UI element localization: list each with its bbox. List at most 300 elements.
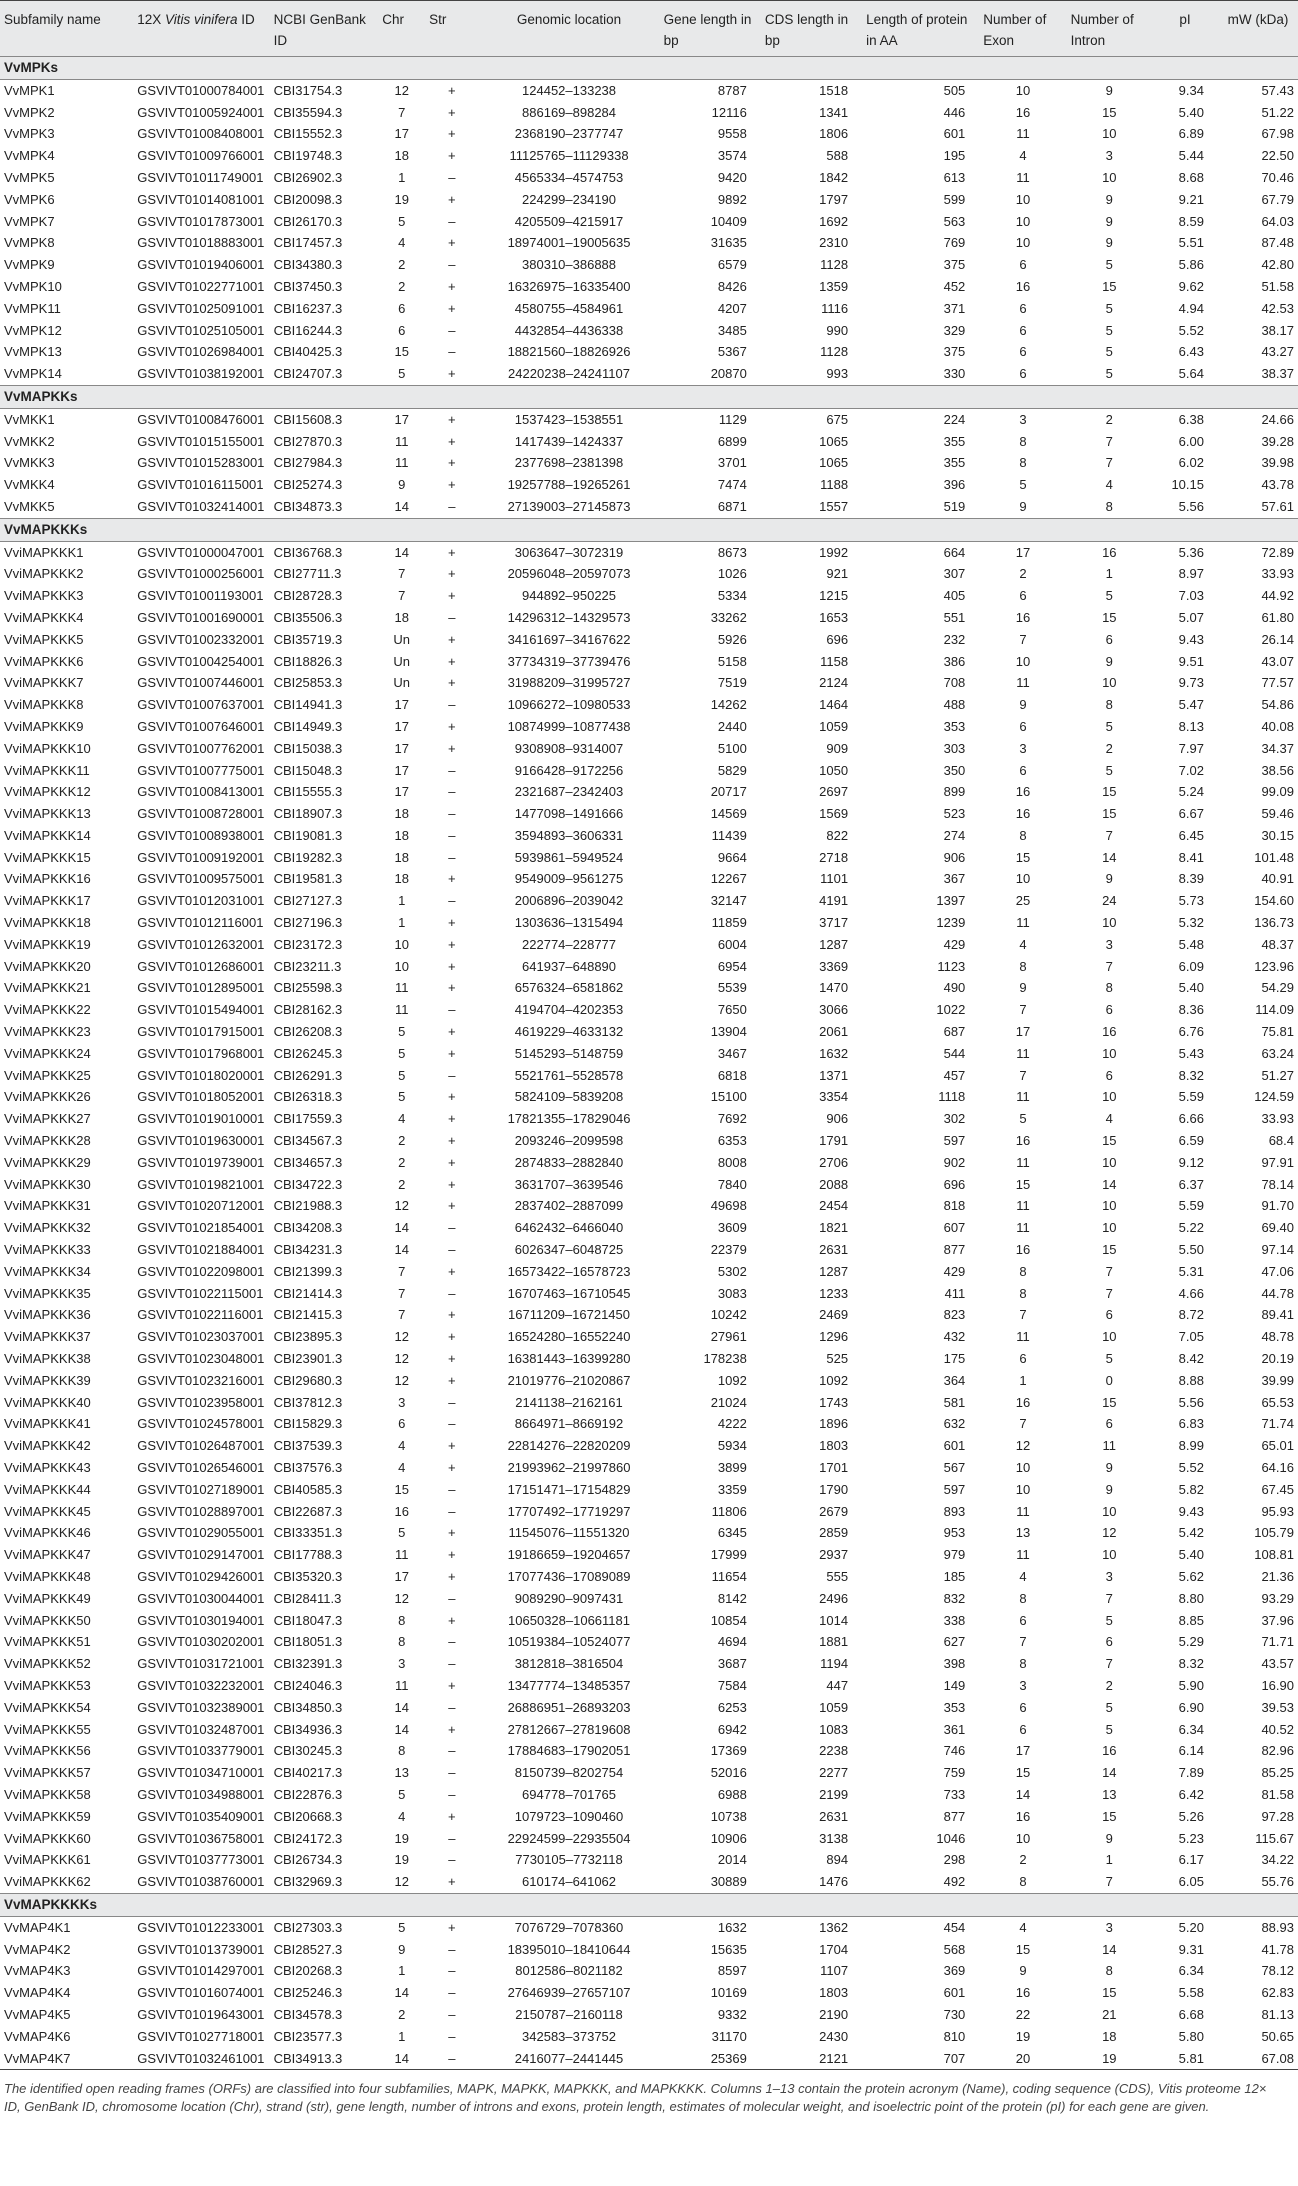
table-cell: CBI27196.3	[270, 912, 379, 934]
table-cell: 9.34	[1152, 79, 1218, 101]
table-cell: –	[448, 1765, 456, 1781]
table-cell: 822	[761, 825, 862, 847]
table-cell: 2496	[819, 1590, 849, 1606]
table-cell: 10966272–10980533	[478, 694, 659, 716]
table-cell: VvMKK3	[4, 455, 55, 471]
table-cell: +	[448, 980, 456, 996]
table-cell: 37734319–37739476	[478, 651, 659, 673]
table-cell: 3138	[761, 1828, 862, 1850]
table-cell: 7	[378, 1261, 425, 1283]
table-row	[0, 694, 1298, 716]
table-cell: +	[425, 1174, 478, 1196]
table-cell: 8.99	[1152, 1435, 1218, 1457]
table-cell: 5926	[717, 631, 747, 647]
table-cell: CBI23895.3	[273, 1329, 343, 1345]
table-cell: 10	[1015, 1460, 1031, 1475]
table-cell: 1059	[819, 718, 849, 734]
table-cell: 1046	[862, 1828, 979, 1850]
table-cell: 124452–133238	[478, 79, 659, 101]
table-cell: 5.48	[1178, 936, 1204, 952]
table-cell: –	[448, 498, 456, 514]
table-cell: 1129	[718, 411, 747, 427]
table-cell: CBI34208.3	[270, 1217, 379, 1239]
table-cell: +	[425, 298, 478, 320]
table-cell: GSVIVT01005924001	[137, 104, 265, 120]
table-cell: 4	[1105, 1111, 1113, 1127]
table-cell: 5.73	[1178, 893, 1204, 909]
table-cell: 14	[1102, 849, 1117, 865]
table-cell: GSVIVT01007637001	[133, 694, 269, 716]
subfamily-header-row	[0, 57, 1298, 80]
table-cell: +	[448, 455, 456, 471]
table-cell: 1470	[819, 980, 849, 996]
table-cell: 57.61	[1261, 498, 1294, 514]
table-cell: +	[425, 123, 478, 145]
table-cell: 8	[979, 1871, 1066, 1893]
table-cell: 9	[1067, 1828, 1152, 1850]
table-cell: 11859	[660, 912, 761, 934]
table-cell: 1296	[819, 1329, 849, 1345]
table-cell: 1797	[819, 191, 849, 207]
table-cell: GSVIVT01001193001	[137, 588, 264, 604]
table-cell: 1803	[761, 1435, 862, 1457]
table-cell: 14	[394, 1721, 409, 1737]
table-cell: 5.32	[1152, 912, 1218, 934]
table-cell: CBI27127.3	[273, 893, 343, 909]
table-cell: 14	[979, 1784, 1066, 1806]
table-cell: 19186659–19204657	[507, 1547, 631, 1563]
table-cell: 1743	[761, 1392, 862, 1414]
table-cell: 31635	[710, 235, 747, 251]
table-cell: 490	[943, 980, 966, 996]
table-cell: –	[425, 607, 478, 629]
table-cell: CBI15555.3	[270, 781, 379, 803]
table-cell: 7	[398, 588, 406, 604]
table-cell: 2631	[819, 1242, 849, 1258]
table-cell: 696	[826, 631, 849, 647]
table-cell: 123.96	[1218, 956, 1298, 978]
table-cell: 9	[1067, 211, 1152, 233]
table-cell: 369	[862, 1960, 979, 1982]
table-row	[0, 276, 1298, 298]
table-cell: –	[448, 1067, 456, 1083]
table-cell: 1101	[761, 868, 862, 890]
table-cell: –	[425, 1828, 478, 1850]
table-cell: 1083	[819, 1721, 849, 1737]
table-cell: 43.57	[1218, 1653, 1298, 1675]
table-cell: 5	[398, 366, 406, 382]
table-row	[0, 232, 1298, 254]
table-cell: 6.43	[1152, 341, 1218, 363]
table-cell: CBI37450.3	[273, 278, 343, 294]
table-cell: 85.25	[1261, 1765, 1294, 1781]
table-cell: +	[448, 1547, 456, 1563]
table-cell: 88.93	[1218, 1916, 1298, 1938]
table-cell: 21993962–21997860	[507, 1460, 631, 1475]
table-cell: 8	[979, 1261, 1066, 1283]
table-cell: 1215	[819, 588, 849, 604]
table-cell: 4	[378, 1435, 425, 1457]
table-cell: 9.62	[1178, 278, 1204, 294]
col-header: Genomic location	[478, 1, 659, 57]
table-cell: 115.67	[1218, 1828, 1298, 1850]
table-cell: 8008	[717, 1154, 747, 1170]
table-row	[0, 452, 1298, 474]
table-cell: CBI36768.3	[273, 544, 343, 560]
table-cell: 10.15	[1152, 474, 1218, 496]
table-row	[0, 934, 1298, 956]
table-cell: 6	[979, 341, 1066, 363]
table-cell: VviMAPKKK16	[0, 868, 133, 890]
table-cell: 1194	[761, 1653, 862, 1675]
table-cell: 3467	[660, 1043, 761, 1065]
table-cell: GSVIVT01017915001	[137, 1024, 265, 1040]
table-cell: 641937–648890	[478, 956, 659, 978]
table-cell: CBI32391.3	[270, 1653, 379, 1675]
table-cell: 1806	[761, 123, 862, 145]
table-cell: 568	[943, 1941, 966, 1957]
table-cell: 1065	[819, 455, 849, 471]
table-cell: 8.42	[1152, 1348, 1218, 1370]
table-cell: 386	[862, 651, 979, 673]
table-cell: 95.93	[1261, 1503, 1294, 1519]
table-cell: GSVIVT01027189001	[133, 1479, 269, 1501]
table-cell: 2093246–2099598	[478, 1130, 659, 1152]
table-cell: 64.03	[1218, 211, 1298, 233]
table-cell: 2679	[819, 1503, 849, 1519]
table-cell: 15	[1015, 1765, 1031, 1781]
table-cell: +	[448, 936, 456, 952]
table-cell: 10	[1102, 1503, 1117, 1519]
subfamily-header-row	[0, 1893, 1298, 1916]
table-cell: VvMPK13	[0, 341, 133, 363]
table-cell: 2377698–2381398	[514, 455, 624, 471]
table-cell: 1026	[660, 563, 761, 585]
table-cell: 12	[378, 1871, 425, 1893]
table-row	[0, 79, 1298, 101]
table-cell: 687	[943, 1024, 966, 1040]
col-header: NCBI GenBank ID	[270, 1, 379, 57]
table-cell: 34.22	[1261, 1852, 1294, 1868]
table-row	[0, 1544, 1298, 1566]
table-cell: 16381443–16399280	[478, 1348, 659, 1370]
table-cell: 10	[1067, 1086, 1152, 1108]
table-cell: 81.58	[1218, 1784, 1298, 1806]
table-cell: 2321687–2342403	[478, 781, 659, 803]
table-cell: CBI21399.3	[270, 1261, 379, 1283]
table-cell: 993	[826, 366, 849, 382]
table-cell: 14296312–14329573	[478, 607, 659, 629]
table-cell: 9	[1105, 1460, 1113, 1475]
table-cell: 5829	[717, 762, 747, 778]
table-cell: 16	[979, 1130, 1066, 1152]
table-cell: –	[425, 1697, 478, 1719]
table-cell: 18	[1102, 2028, 1117, 2044]
table-cell: 2368190–2377747	[478, 123, 659, 145]
table-cell: 6	[1019, 366, 1027, 382]
table-cell: GSVIVT01035409001	[137, 1808, 265, 1824]
table-cell: 13	[1067, 1784, 1152, 1806]
table-cell: 7840	[660, 1174, 761, 1196]
table-cell: 12	[394, 1590, 409, 1606]
table-cell: 10409	[660, 211, 761, 233]
table-cell: 7	[398, 104, 406, 120]
table-cell: 40.91	[1218, 868, 1298, 890]
table-cell: 877	[943, 1242, 966, 1258]
table-cell: 9	[979, 1960, 1066, 1982]
table-cell: 5.50	[1178, 1242, 1204, 1258]
table-cell: 429	[862, 1261, 979, 1283]
table-cell: CBI26291.3	[273, 1067, 343, 1083]
table-cell: CBI18826.3	[270, 651, 379, 673]
table-cell: 11125765–11129338	[509, 148, 629, 164]
table-cell: 6576324–6581862	[514, 980, 624, 996]
table-cell: 1116	[761, 298, 862, 320]
table-cell: VvMPK3	[0, 123, 133, 145]
table-cell: 1692	[761, 211, 862, 233]
table-cell: 8.32	[1152, 1653, 1218, 1675]
table-cell: 6	[398, 322, 406, 338]
table-cell: 11	[394, 1547, 409, 1563]
table-cell: VviMAPKKK17	[4, 893, 91, 909]
table-cell: GSVIVT01018052001	[133, 1086, 269, 1108]
table-cell: 2014	[717, 1852, 747, 1868]
table-cell: 5934	[660, 1435, 761, 1457]
table-cell: 10854	[660, 1610, 761, 1632]
table-cell: 8	[1019, 455, 1027, 471]
table-cell: 10	[979, 1828, 1066, 1850]
table-row	[0, 167, 1298, 189]
table-cell: 17	[378, 781, 425, 803]
table-cell: +	[425, 1348, 478, 1370]
table-cell: 5	[1105, 718, 1113, 734]
table-cell: 4619229–4633132	[514, 1024, 624, 1040]
table-cell: +	[448, 278, 456, 294]
table-cell: GSVIVT01016115001	[133, 474, 269, 496]
table-cell: –	[448, 1503, 456, 1519]
table-cell: GSVIVT01007646001	[137, 718, 265, 734]
table-cell: GSVIVT01015155001	[133, 431, 269, 453]
table-cell: 396	[862, 474, 979, 496]
table-cell: 4565334–4574753	[478, 167, 659, 189]
table-cell: 15	[1067, 607, 1152, 629]
table-cell: 2	[378, 2004, 425, 2026]
table-cell: 7	[1019, 1067, 1027, 1083]
table-cell: +	[448, 1154, 456, 1170]
table-cell: GSVIVT01014081001	[137, 191, 265, 207]
table-cell: CBI15829.3	[273, 1416, 343, 1432]
table-cell: 4	[398, 1808, 406, 1824]
table-cell: 361	[943, 1721, 966, 1737]
table-cell: 2141138–2162161	[478, 1392, 659, 1414]
table-cell: 2430	[819, 2028, 849, 2044]
table-cell: 43.27	[1218, 341, 1298, 363]
table-cell: 3354	[761, 1086, 862, 1108]
table-cell: 4.94	[1152, 298, 1218, 320]
table-cell: 17	[394, 718, 409, 734]
table-cell: VviMAPKKK58	[0, 1784, 133, 1806]
table-cell: 15	[1102, 1242, 1117, 1258]
table-cell: 8	[1019, 1590, 1027, 1606]
table-cell: GSVIVT01032232001	[137, 1677, 265, 1693]
table-cell: 6	[979, 254, 1066, 276]
table-cell: 759	[943, 1765, 966, 1781]
table-cell: VviMAPKKK47	[4, 1547, 91, 1563]
table-cell: 9549009–9561275	[478, 868, 659, 890]
table-cell: +	[425, 1130, 478, 1152]
table-cell: CBI25853.3	[273, 675, 343, 691]
subfamily-name: VvMAPKKs	[0, 385, 1298, 408]
table-cell: GSVIVT01008938001	[133, 825, 269, 847]
table-cell: 6	[1019, 762, 1027, 778]
table-cell: +	[425, 431, 478, 453]
table-cell: VviMAPKKK35	[4, 1285, 91, 1301]
table-cell: 16	[979, 607, 1066, 629]
table-cell: –	[448, 1985, 456, 2001]
table-cell: 1704	[819, 1941, 849, 1957]
table-cell: 7076729–7078360	[478, 1916, 659, 1938]
table-cell: 6	[1067, 999, 1152, 1021]
table-cell: 16	[1102, 1024, 1117, 1040]
table-cell: VviMAPKKK23	[4, 1024, 91, 1040]
table-cell: CBI34657.3	[273, 1154, 343, 1170]
table-cell: 4694	[717, 1634, 747, 1650]
table-cell: –	[425, 825, 478, 847]
table-cell: 43.07	[1218, 651, 1298, 673]
table-cell: 8	[1067, 1960, 1152, 1982]
table-cell: 34161697–34167622	[507, 631, 631, 647]
table-cell: CBI24707.3	[273, 366, 343, 382]
table-cell: 1065	[761, 431, 862, 453]
table-cell: 10519384–10524077	[507, 1634, 631, 1650]
table-cell: VviMAPKKK12	[0, 781, 133, 803]
table-cell: –	[425, 2048, 478, 2070]
table-cell: VviMAPKKK37	[4, 1329, 91, 1345]
table-cell: 14	[378, 1217, 425, 1239]
table-cell: 17821355–17829046	[507, 1111, 631, 1127]
table-cell: 26886951–26893203	[478, 1697, 659, 1719]
table-row	[0, 1304, 1298, 1326]
table-cell: 1417439–1424337	[478, 431, 659, 453]
table-cell: GSVIVT01008728001	[137, 806, 265, 822]
table-cell: 1	[378, 167, 425, 189]
table-cell: CBI34850.3	[270, 1697, 379, 1719]
table-cell: 18	[394, 849, 409, 865]
table-cell: 3369	[761, 956, 862, 978]
table-cell: CBI30245.3	[270, 1740, 379, 1762]
table-cell: 12	[979, 1435, 1066, 1457]
table-cell: 67.79	[1261, 191, 1294, 207]
table-cell: CBI34873.3	[273, 498, 343, 514]
table-cell: CBI14949.3	[273, 718, 343, 734]
table-cell: 355	[862, 431, 979, 453]
table-cell: 72.89	[1261, 544, 1294, 560]
table-row	[0, 1108, 1298, 1130]
table-cell: 555	[761, 1566, 862, 1588]
table-cell: 899	[862, 781, 979, 803]
table-cell: 154.60	[1254, 893, 1294, 909]
table-cell: 2150787–2160118	[478, 2004, 659, 2026]
table-cell: 40.08	[1261, 718, 1294, 734]
table-cell: VviMAPKKK9	[4, 718, 84, 734]
table-cell: VvMAP4K4	[4, 1985, 71, 2001]
table-cell: 4	[1019, 936, 1027, 952]
table-cell: VviMAPKKK29	[4, 1154, 91, 1170]
table-cell: 19	[394, 1852, 409, 1868]
table-cell: 5.86	[1152, 254, 1218, 276]
table-cell: +	[425, 868, 478, 890]
table-cell: 3	[1019, 1677, 1027, 1693]
table-cell: GSVIVT01022098001	[133, 1261, 269, 1283]
table-cell: 78.12	[1218, 1960, 1298, 1982]
table-cell: 1	[398, 2028, 406, 2044]
table-cell: 696	[862, 1174, 979, 1196]
table-cell: GSVIVT01012031001	[137, 893, 265, 909]
table-cell: 9.73	[1178, 675, 1204, 691]
table-cell: GSVIVT01015494001	[133, 999, 269, 1021]
table-cell: 14	[1067, 1174, 1152, 1196]
table-cell: 19	[1015, 2028, 1031, 2044]
table-cell: 5.44	[1178, 148, 1204, 164]
table-cell: GSVIVT01014297001	[133, 1960, 269, 1982]
table-cell: 10906	[660, 1828, 761, 1850]
table-cell: 97.91	[1261, 1154, 1294, 1170]
table-cell: 6.37	[1152, 1174, 1218, 1196]
table-cell: GSVIVT01024578001	[137, 1416, 265, 1432]
table-cell: 6	[1019, 1721, 1027, 1737]
table-cell: 7	[1067, 825, 1152, 847]
table-cell: 43.78	[1218, 474, 1298, 496]
table-cell: 8	[1019, 1285, 1027, 1301]
table-cell: CBI24046.3	[273, 1677, 343, 1693]
table-cell: 97.14	[1261, 1242, 1294, 1258]
table-cell: VviMAPKKK6	[0, 651, 133, 673]
table-cell: 1	[378, 912, 425, 934]
table-cell: GSVIVT01038760001	[133, 1871, 269, 1893]
table-cell: 12	[378, 1348, 425, 1370]
table-cell: VvMPK7	[0, 211, 133, 233]
table-cell: +	[448, 588, 456, 604]
table-cell: VvMPK4	[4, 148, 55, 164]
table-cell: CBI35320.3	[270, 1566, 379, 1588]
table-row	[0, 1283, 1298, 1305]
table-cell: 71.71	[1261, 1634, 1294, 1650]
table-cell: 16	[1067, 1740, 1152, 1762]
table-cell: 10	[1067, 1043, 1152, 1065]
table-cell: 3812818–3816504	[478, 1653, 659, 1675]
table-cell: GSVIVT01012895001	[137, 980, 265, 996]
table-cell: CBI16244.3	[273, 322, 343, 338]
table-cell: 11	[979, 167, 1066, 189]
table-cell: 0	[1105, 1372, 1113, 1388]
table-cell: 14	[394, 1242, 409, 1258]
table-cell: GSVIVT01019630001	[133, 1130, 269, 1152]
table-cell: 15	[1015, 849, 1031, 865]
table-cell: VviMAPKKK57	[4, 1765, 91, 1781]
table-cell: 18	[378, 607, 425, 629]
table-cell: 7	[1105, 1590, 1113, 1606]
table-cell: 19	[1067, 2048, 1152, 2070]
table-cell: 432	[943, 1329, 966, 1345]
table-cell: 9.43	[1178, 1503, 1204, 1519]
table-cell: –	[448, 849, 456, 865]
table-cell: 8142	[717, 1590, 747, 1606]
table-cell: +	[425, 1086, 478, 1108]
table-cell: 67.98	[1218, 123, 1298, 145]
table-cell: 6.42	[1152, 1784, 1218, 1806]
table-cell: 10	[1102, 675, 1117, 691]
table-cell: 4	[979, 1916, 1066, 1938]
